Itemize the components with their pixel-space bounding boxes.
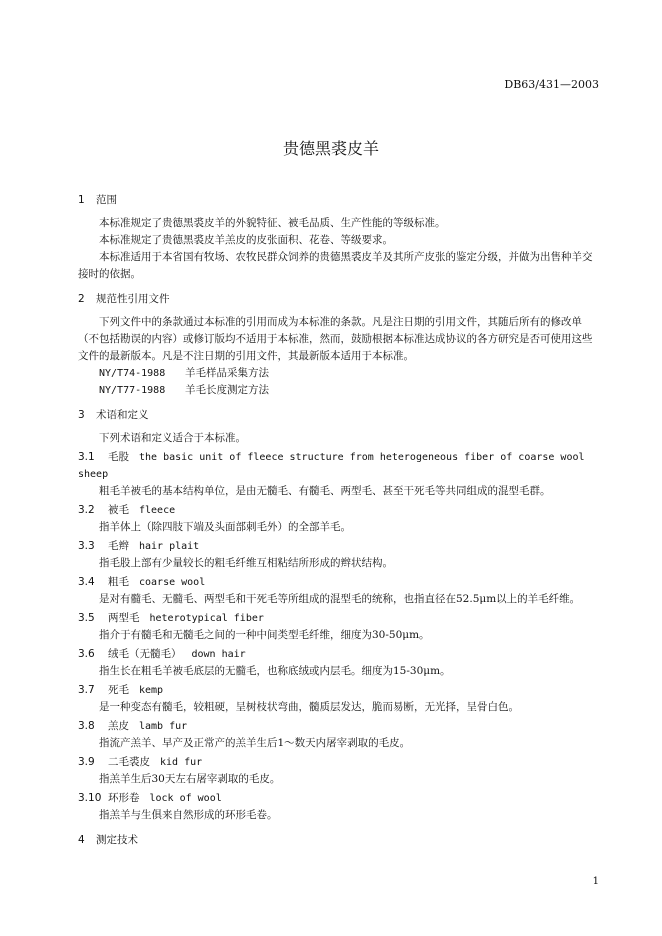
section-heading-4: 4 测定技术 — [78, 834, 138, 846]
reference-item: NY/T74-1988 羊毛样品采集方法 — [99, 367, 269, 379]
paragraph: 本标准规定了贵德黑裘皮羊羔皮的皮张面积、花卷、等级要求。 — [99, 234, 393, 246]
reference-item: NY/T77-1988 羊毛长度测定方法 — [99, 384, 269, 396]
term-heading: 3.2 被毛 fleece — [78, 504, 176, 516]
page-number: 1 — [592, 876, 599, 887]
term-heading: 3.8 羔皮 lamb fur — [78, 720, 188, 732]
term-heading: 3.5 两型毛 heterotypical fiber — [78, 612, 264, 624]
term-heading: 3.3 毛辫 hair plait — [78, 540, 200, 552]
paragraph: 下列术语和定义适合于本标准。 — [99, 432, 246, 444]
paragraph: 本标准规定了贵德黑裘皮羊的外貌特征、被毛品质、生产性能的等级标准。 — [99, 217, 446, 229]
document-code: DB63/431—2003 — [504, 78, 599, 91]
term-heading: 3.6 绒毛（无髓毛） down hair — [78, 648, 246, 660]
term-definition: 指羔羊生后30天左右屠宰剥取的毛皮。 — [99, 773, 281, 785]
term-heading: 3.7 死毛 kemp — [78, 684, 164, 696]
term-definition: 粗毛羊被毛的基本结构单位，是由无髓毛、有髓毛、两型毛、甚至干死毛等共同组成的混型毛群。 — [99, 485, 551, 497]
term-heading: 3.1 毛股 the basic unit of fleece structure from heterogeneous fiber of coarse wool sheep — [78, 451, 585, 480]
term-heading: 3.10 环形卷 lock of wool — [78, 792, 222, 804]
term-definition: 指介于有髓毛和无髓毛之间的一种中间类型毛纤维，细度为30-50μm。 — [99, 629, 430, 641]
document-body — [78, 192, 600, 855]
term-definition: 指流产羔羊、早产及正常产的羔羊生后1～数天内屠宰剥取的毛皮。 — [99, 737, 411, 749]
paragraph: 本标准适用于本省国有牧场、农牧民群众饲养的贵德黑裘皮羊及其所产皮张的鉴定分级，并做为出售种羊交接时的依据。 — [78, 251, 593, 280]
term-definition: 是一种变态有髓毛，较粗硬，呈树枝状弯曲，髓质层发达，脆而易断，无光择，呈骨白色。 — [99, 701, 519, 713]
term-heading: 3.4 粗毛 coarse wool — [78, 576, 206, 588]
section-heading-3: 3 术语和定义 — [78, 409, 149, 421]
term-definition: 指生长在粗毛羊被毛底层的无髓毛，也称底绒或内层毛。细度为15-30μm。 — [99, 665, 451, 677]
term-definition: 指羔羊与生俱来自然形成的环形毛卷。 — [99, 809, 278, 821]
document-title: 贵德黑裘皮羊 — [282, 139, 379, 158]
section-heading-1: 1 范围 — [78, 194, 117, 206]
paragraph: 下列文件中的条款通过本标准的引用而成为本标准的条款。凡是注日期的引用文件，其随后所有的修改单（不包括勘误的内容）或修订版均不适用于本标准，然而，鼓励根据本标准达成协议的各方研究是否可使用这些文件的最新版本。凡是不注日期的引用文件，其最新版本适用于本标准。 — [78, 316, 593, 362]
term-definition: 是对有髓毛、无髓毛、两型毛和干死毛等所组成的混型毛的统称，也指直径在52.5μm以上的羊毛纤维。 — [99, 593, 581, 605]
term-definition: 指毛股上部有少量较长的粗毛纤维互相粘结所形成的辫状结构。 — [99, 557, 393, 569]
section-heading-2: 2 规范性引用文件 — [78, 293, 170, 305]
term-definition: 指羊体上（除四肢下端及头面部刺毛外）的全部羊毛。 — [99, 521, 351, 533]
term-heading: 3.9 二毛裘皮 kid fur — [78, 756, 203, 768]
